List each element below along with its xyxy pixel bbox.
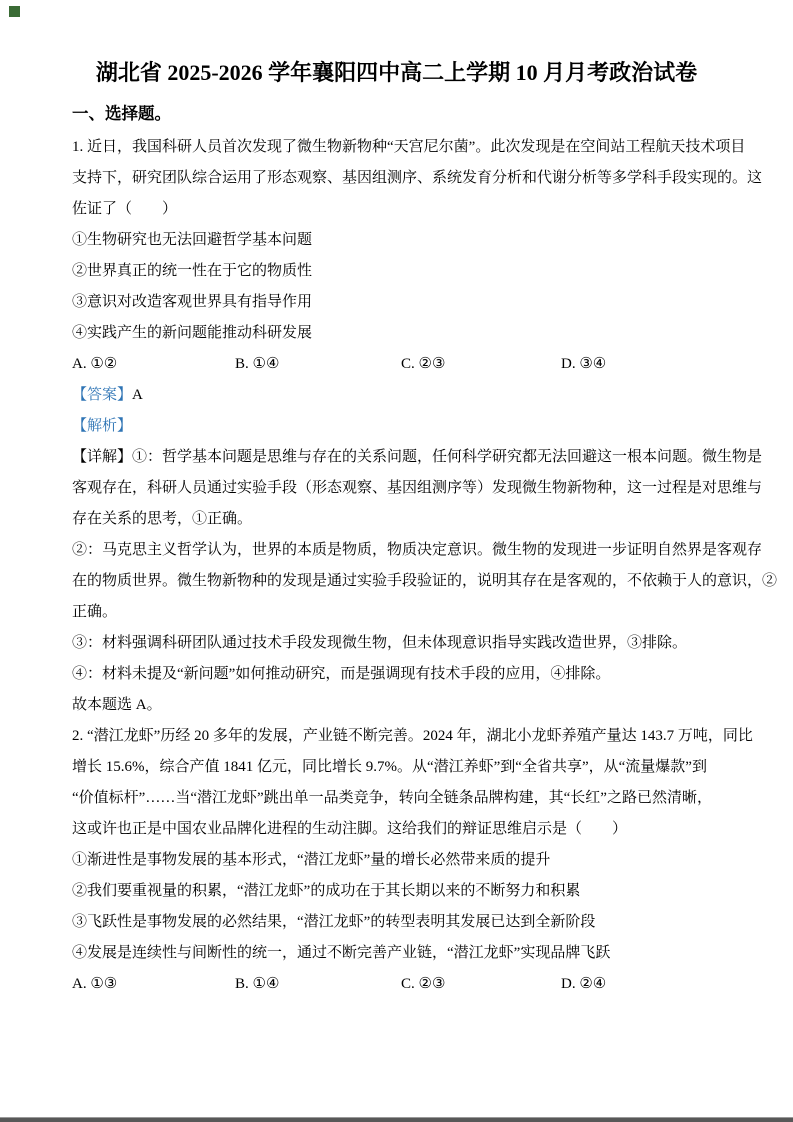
question-1-answer-line bbox=[72, 380, 742, 411]
question-2-choice-b: B. ①④ bbox=[235, 976, 280, 992]
section-heading: 一、选择题。 bbox=[72, 104, 171, 123]
document-title: 湖北省 2025-2026 学年襄阳四中高二上学期 10 月月考政治试卷 bbox=[95, 60, 698, 85]
question-2-stem-line-2: 增长 15.6%，综合产值 1841 亿元，同比增长 9.7%。从“潜江养虾”到“全省共享”，从“流量爆款”到 bbox=[72, 759, 707, 775]
question-2-choices-row bbox=[72, 969, 742, 1000]
question-2-stem-line-4: 这或许也正是中国农业品牌化进程的生动注脚。这给我们的辩证思维启示是（ ） bbox=[72, 821, 628, 837]
answer-value: A bbox=[132, 387, 143, 403]
question-1-choice-c: C. ②③ bbox=[401, 356, 446, 372]
question-1-statement-4: ④实践产生的新问题能推动科研发展 bbox=[72, 325, 313, 341]
question-1-explanation-line-1: 【详解】①：哲学基本问题是思维与存在的关系问题，任何科学研究都无法回避这一根本问题。微生物是 bbox=[72, 449, 763, 465]
answer-label: 【答案】 bbox=[72, 387, 133, 403]
question-1-stem-line-2: 支持下，研究团队综合运用了形态观察、基因组测序、系统发育分析和代谢分析等多学科手段实现的。这 bbox=[72, 170, 763, 186]
question-2-statement-3: ③飞跃性是事物发展的必然结果，“潜江龙虾”的转型表明其发展已达到全新阶段 bbox=[72, 914, 596, 930]
question-2-choice-a: A. ①③ bbox=[72, 976, 118, 992]
question-1-explanation-line-5: 在的物质世界。微生物新物种的发现是通过实验手段验证的，说明其存在是客观的，不依赖于人的意识，② bbox=[72, 573, 778, 589]
question-2-stem-line-1: 2. “潜江龙虾”历经 20 多年的发展，产业链不断完善。2024 年，湖北小龙虾养殖产量达 143.7 万吨，同比 bbox=[72, 728, 753, 744]
question-1-explanation-line-2: 客观存在，科研人员通过实验手段（形态观察、基因组测序等）发现微生物新物种，这一过程是对思维与 bbox=[72, 480, 763, 496]
question-2-choice-d: D. ②④ bbox=[561, 976, 607, 992]
question-1-stem-line-1: 1. 近日，我国科研人员首次发现了微生物新物种“天宫尼尔菌”。此次发现是在空间站工程航天技术项目 bbox=[72, 139, 746, 155]
question-2-statement-4: ④发展是连续性与间断性的统一，通过不断完善产业链，“潜江龙虾”实现品牌飞跃 bbox=[72, 945, 611, 961]
question-1-conclusion-line: 故本题选 A。 bbox=[72, 697, 162, 713]
question-1-analysis-line bbox=[72, 411, 742, 442]
analysis-label: 【解析】 bbox=[72, 418, 133, 434]
question-1-choice-a: A. ①② bbox=[72, 356, 118, 372]
question-2-stem-line-3: “价值标杆”……当“潜江龙虾”跳出单一品类竞争，转向全链条品牌构建，其“长红”之路已然清晰， bbox=[72, 790, 712, 806]
question-1-statement-2: ②世界真正的统一性在于它的物质性 bbox=[72, 263, 313, 279]
question-1-explanation-line-4: ②：马克思主义哲学认为，世界的本质是物质，物质决定意识。微生物的发现进一步证明自然界是客观存 bbox=[72, 542, 763, 558]
question-2-statement-2: ②我们要重视量的积累，“潜江龙虾”的成功在于其长期以来的不断努力和积累 bbox=[72, 883, 581, 899]
question-1-explanation-line-6: 正确。 bbox=[72, 604, 118, 620]
question-1-explanation-line-3: 存在关系的思考，①正确。 bbox=[72, 511, 253, 527]
question-2-statement-1: ①渐进性是事物发展的基本形式，“潜江龙虾”量的增长必然带来质的提升 bbox=[72, 852, 551, 868]
question-1-stem-line-3: 佐证了（ ） bbox=[72, 201, 178, 217]
corner-marker bbox=[9, 6, 20, 17]
bottom-edge-bar bbox=[0, 1117, 793, 1122]
question-1-statement-3: ③意识对改造客观世界具有指导作用 bbox=[72, 294, 313, 310]
question-1-explanation-line-8: ④：材料未提及“新问题”如何推动研究，而是强调现有技术手段的应用，④排除。 bbox=[72, 666, 611, 682]
question-1-choice-b: B. ①④ bbox=[235, 356, 280, 372]
question-1-explanation-line-7: ③：材料强调科研团队通过技术手段发现微生物，但未体现意识指导实践改造世界，③排除。 bbox=[72, 635, 688, 651]
question-2-choice-c: C. ②③ bbox=[401, 976, 446, 992]
question-1-choices-row bbox=[72, 349, 742, 380]
document-body bbox=[72, 132, 778, 1000]
question-1-choice-d: D. ③④ bbox=[561, 356, 607, 372]
question-1-statement-1: ①生物研究也无法回避哲学基本问题 bbox=[72, 232, 313, 248]
